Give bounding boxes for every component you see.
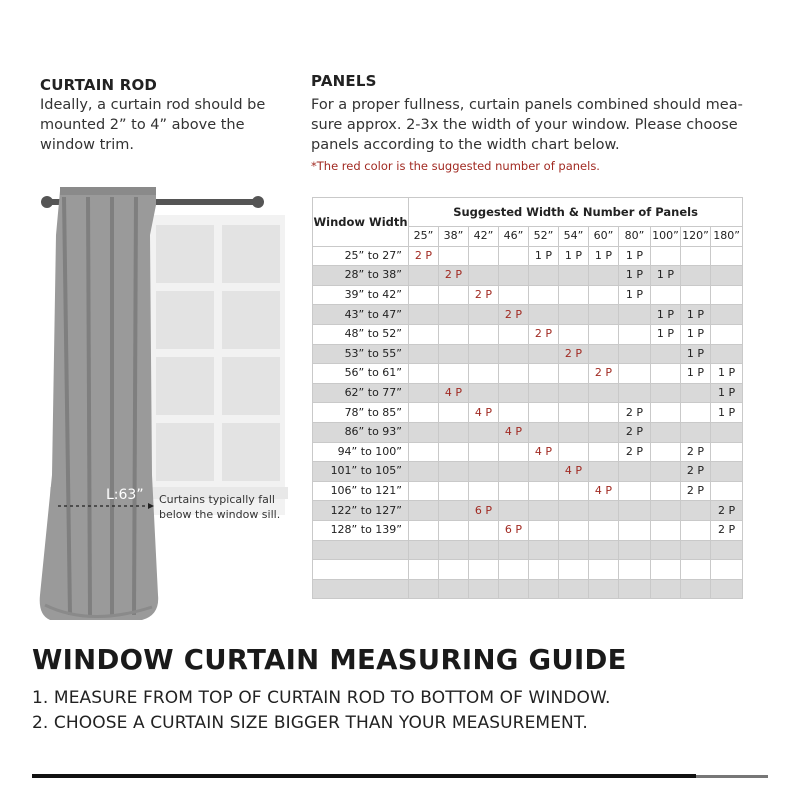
panel-count-cell bbox=[681, 266, 711, 286]
empty-cell bbox=[313, 579, 409, 599]
panel-count-cell bbox=[559, 364, 589, 384]
panels-heading: PANELS bbox=[311, 72, 377, 90]
panel-count-cell: 6 P bbox=[469, 501, 499, 521]
panel-count-cell bbox=[559, 305, 589, 325]
panel-count-cell bbox=[529, 422, 559, 442]
panel-count-cell bbox=[619, 383, 651, 403]
table-row bbox=[313, 403, 743, 423]
panel-count-cell: 1 P bbox=[711, 403, 743, 423]
panel-count-cell bbox=[589, 324, 619, 344]
panel-count-cell bbox=[711, 481, 743, 501]
table-row bbox=[313, 442, 743, 462]
panel-count-cell bbox=[651, 246, 681, 266]
window-width-cell: 25” to 27” bbox=[313, 246, 409, 266]
panel-count-cell bbox=[619, 364, 651, 384]
curtain-caption-line-1: Curtains typically fall bbox=[159, 493, 275, 506]
window-width-cell: 43” to 47” bbox=[313, 305, 409, 325]
window-width-cell: 28” to 38” bbox=[313, 266, 409, 286]
panel-count-cell bbox=[499, 481, 529, 501]
panel-count-cell bbox=[439, 403, 469, 423]
panel-count-cell bbox=[651, 481, 681, 501]
panel-count-cell bbox=[529, 305, 559, 325]
panel-count-cell bbox=[711, 246, 743, 266]
panel-count-cell bbox=[619, 462, 651, 482]
panel-count-cell bbox=[559, 285, 589, 305]
panel-count-cell bbox=[469, 442, 499, 462]
window-width-cell: 78” to 85” bbox=[313, 403, 409, 423]
panel-count-cell bbox=[469, 305, 499, 325]
empty-cell bbox=[711, 540, 743, 560]
panel-count-cell: 1 P bbox=[589, 246, 619, 266]
length-label: L:63” bbox=[106, 487, 144, 503]
table-row bbox=[313, 422, 743, 442]
panel-count-cell bbox=[439, 344, 469, 364]
empty-cell bbox=[559, 540, 589, 560]
panel-count-cell bbox=[469, 520, 499, 540]
table-row bbox=[313, 501, 743, 521]
panel-count-cell bbox=[589, 462, 619, 482]
panel-count-cell bbox=[409, 364, 439, 384]
panel-count-cell bbox=[559, 403, 589, 423]
panel-count-cell bbox=[589, 383, 619, 403]
panel-count-cell: 2 P bbox=[559, 344, 589, 364]
panel-count-cell bbox=[651, 422, 681, 442]
panel-count-cell bbox=[469, 344, 499, 364]
empty-cell bbox=[439, 579, 469, 599]
panel-count-cell: 1 P bbox=[619, 246, 651, 266]
width-header-cell: 42” bbox=[469, 227, 499, 247]
panel-count-cell bbox=[409, 285, 439, 305]
panel-count-cell bbox=[651, 501, 681, 521]
empty-cell bbox=[439, 560, 469, 580]
empty-table-row bbox=[313, 560, 743, 580]
window-width-cell: 128” to 139” bbox=[313, 520, 409, 540]
window-width-cell: 94” to 100” bbox=[313, 442, 409, 462]
panel-count-cell bbox=[711, 305, 743, 325]
panel-count-cell bbox=[589, 520, 619, 540]
curtain-rod-line-2: mounted 2” to 4” above the bbox=[40, 117, 245, 133]
window-width-cell: 39” to 42” bbox=[313, 285, 409, 305]
panel-count-cell: 2 P bbox=[409, 246, 439, 266]
panel-count-cell bbox=[409, 324, 439, 344]
panel-count-cell bbox=[439, 305, 469, 325]
panel-count-cell bbox=[559, 383, 589, 403]
panel-count-cell bbox=[469, 422, 499, 442]
bottom-divider bbox=[32, 774, 696, 778]
panel-count-cell: 2 P bbox=[681, 442, 711, 462]
panel-count-cell bbox=[409, 481, 439, 501]
panel-count-cell: 1 P bbox=[681, 344, 711, 364]
panel-count-cell bbox=[409, 462, 439, 482]
panel-count-cell bbox=[681, 422, 711, 442]
panel-count-cell bbox=[529, 285, 559, 305]
panel-count-cell bbox=[529, 364, 559, 384]
panel-count-cell: 2 P bbox=[711, 501, 743, 521]
panel-count-cell: 1 P bbox=[651, 266, 681, 286]
panel-count-cell bbox=[409, 422, 439, 442]
panel-count-cell: 1 P bbox=[681, 324, 711, 344]
panel-count-cell bbox=[619, 344, 651, 364]
empty-cell bbox=[711, 560, 743, 580]
panel-count-cell bbox=[711, 344, 743, 364]
empty-cell bbox=[681, 540, 711, 560]
panel-count-cell: 1 P bbox=[529, 246, 559, 266]
empty-cell bbox=[681, 560, 711, 580]
empty-cell bbox=[589, 560, 619, 580]
panel-count-cell bbox=[439, 462, 469, 482]
curtain-panel-illustration bbox=[40, 187, 158, 620]
panel-count-cell bbox=[589, 422, 619, 442]
window-width-cell: 56” to 61” bbox=[313, 364, 409, 384]
empty-cell bbox=[409, 540, 439, 560]
window-width-header: Window Width bbox=[313, 198, 409, 247]
empty-cell bbox=[529, 579, 559, 599]
panel-count-cell bbox=[681, 501, 711, 521]
table-row bbox=[313, 246, 743, 266]
panel-count-cell bbox=[529, 462, 559, 482]
curtain-rod-line-3: window trim. bbox=[40, 137, 135, 153]
curtain-fall-caption bbox=[159, 492, 280, 522]
panel-count-cell bbox=[619, 324, 651, 344]
empty-cell bbox=[651, 540, 681, 560]
panel-count-cell bbox=[499, 246, 529, 266]
width-header-cell: 180” bbox=[711, 227, 743, 247]
empty-cell bbox=[651, 579, 681, 599]
panel-count-cell bbox=[681, 383, 711, 403]
empty-cell bbox=[499, 540, 529, 560]
width-header-cell: 46” bbox=[499, 227, 529, 247]
panel-count-cell bbox=[499, 442, 529, 462]
empty-cell bbox=[409, 579, 439, 599]
panel-count-cell bbox=[589, 344, 619, 364]
panel-count-cell bbox=[439, 285, 469, 305]
panel-count-cell bbox=[439, 442, 469, 462]
empty-cell bbox=[439, 540, 469, 560]
panel-count-cell bbox=[589, 266, 619, 286]
panel-count-cell bbox=[409, 266, 439, 286]
panel-count-cell bbox=[619, 501, 651, 521]
curtain-rod-heading: CURTAIN ROD bbox=[40, 76, 158, 94]
panel-count-cell bbox=[529, 481, 559, 501]
empty-cell bbox=[529, 540, 559, 560]
panel-count-cell bbox=[651, 364, 681, 384]
panel-count-cell bbox=[409, 344, 439, 364]
table-row bbox=[313, 266, 743, 286]
panel-count-cell: 1 P bbox=[619, 266, 651, 286]
width-header-cell: 25” bbox=[409, 227, 439, 247]
panel-size-table bbox=[312, 197, 743, 599]
panel-count-cell: 1 P bbox=[559, 246, 589, 266]
table-row bbox=[313, 285, 743, 305]
panel-count-cell bbox=[711, 285, 743, 305]
panel-count-cell bbox=[469, 246, 499, 266]
empty-cell bbox=[469, 540, 499, 560]
panel-count-cell bbox=[651, 442, 681, 462]
panel-count-cell bbox=[711, 442, 743, 462]
panel-count-cell: 2 P bbox=[499, 305, 529, 325]
panel-count-cell bbox=[409, 501, 439, 521]
panel-count-cell bbox=[589, 285, 619, 305]
guide-title: WINDOW CURTAIN MEASURING GUIDE bbox=[32, 644, 627, 676]
window-width-cell: 106” to 121” bbox=[313, 481, 409, 501]
table-row bbox=[313, 305, 743, 325]
empty-cell bbox=[499, 560, 529, 580]
panel-count-cell: 4 P bbox=[469, 403, 499, 423]
panel-count-cell bbox=[681, 246, 711, 266]
panel-count-cell: 4 P bbox=[499, 422, 529, 442]
panel-count-cell bbox=[439, 324, 469, 344]
panel-count-cell: 2 P bbox=[469, 285, 499, 305]
panel-count-cell bbox=[529, 383, 559, 403]
table-row bbox=[313, 481, 743, 501]
table-row bbox=[313, 462, 743, 482]
panel-count-cell bbox=[589, 501, 619, 521]
panel-count-cell: 2 P bbox=[589, 364, 619, 384]
curtain-illustration bbox=[30, 175, 300, 630]
panel-count-cell bbox=[499, 383, 529, 403]
panel-count-cell bbox=[619, 305, 651, 325]
empty-cell bbox=[619, 560, 651, 580]
panel-count-cell bbox=[409, 442, 439, 462]
panel-count-cell bbox=[681, 403, 711, 423]
panel-count-cell bbox=[529, 520, 559, 540]
empty-cell bbox=[313, 540, 409, 560]
panel-count-cell: 2 P bbox=[619, 422, 651, 442]
panel-count-cell: 1 P bbox=[681, 305, 711, 325]
empty-cell bbox=[589, 540, 619, 560]
curtain-rod-description bbox=[40, 95, 265, 155]
suggested-width-header: Suggested Width & Number of Panels bbox=[409, 198, 743, 227]
empty-cell bbox=[651, 560, 681, 580]
panel-count-cell bbox=[469, 462, 499, 482]
panel-count-cell bbox=[499, 462, 529, 482]
empty-cell bbox=[499, 579, 529, 599]
empty-cell bbox=[619, 579, 651, 599]
panel-count-cell bbox=[499, 403, 529, 423]
panel-count-cell bbox=[499, 364, 529, 384]
panel-count-cell: 2 P bbox=[619, 403, 651, 423]
panel-count-cell bbox=[651, 403, 681, 423]
guide-step-2: 2. CHOOSE A CURTAIN SIZE BIGGER THAN YOUR MEASUREMENT. bbox=[32, 713, 588, 733]
panel-count-cell bbox=[651, 383, 681, 403]
panel-count-cell bbox=[409, 520, 439, 540]
empty-cell bbox=[529, 560, 559, 580]
panel-count-cell bbox=[439, 246, 469, 266]
panel-count-cell: 4 P bbox=[589, 481, 619, 501]
panel-count-cell bbox=[499, 344, 529, 364]
panel-count-cell: 1 P bbox=[651, 324, 681, 344]
empty-cell bbox=[559, 560, 589, 580]
panel-count-cell: 2 P bbox=[439, 266, 469, 286]
panel-count-cell bbox=[681, 520, 711, 540]
table-body bbox=[313, 246, 743, 599]
panel-count-cell bbox=[559, 520, 589, 540]
panel-count-cell bbox=[559, 266, 589, 286]
panel-count-cell bbox=[651, 520, 681, 540]
panel-count-cell bbox=[711, 324, 743, 344]
panel-count-cell bbox=[469, 383, 499, 403]
panel-count-cell bbox=[651, 344, 681, 364]
panel-count-cell bbox=[681, 285, 711, 305]
empty-table-row bbox=[313, 540, 743, 560]
panel-count-cell bbox=[439, 422, 469, 442]
panel-count-cell bbox=[409, 383, 439, 403]
panel-count-cell bbox=[469, 266, 499, 286]
panel-count-cell bbox=[559, 442, 589, 462]
panels-line-3: panels according to the width chart below. bbox=[311, 137, 620, 153]
width-header-cell: 80” bbox=[619, 227, 651, 247]
width-header-cell: 54” bbox=[559, 227, 589, 247]
panel-count-cell bbox=[559, 324, 589, 344]
panel-count-cell bbox=[499, 266, 529, 286]
panel-count-cell: 4 P bbox=[529, 442, 559, 462]
panel-count-cell bbox=[559, 422, 589, 442]
panel-count-cell: 2 P bbox=[619, 442, 651, 462]
panel-count-cell bbox=[529, 403, 559, 423]
table-row bbox=[313, 344, 743, 364]
empty-cell bbox=[313, 560, 409, 580]
panel-count-cell bbox=[589, 442, 619, 462]
empty-cell bbox=[681, 579, 711, 599]
panel-count-cell bbox=[529, 501, 559, 521]
panel-count-cell: 2 P bbox=[681, 462, 711, 482]
panel-count-cell bbox=[711, 266, 743, 286]
window-width-cell: 53” to 55” bbox=[313, 344, 409, 364]
empty-cell bbox=[619, 540, 651, 560]
panel-count-cell bbox=[439, 501, 469, 521]
window-width-cell: 62” to 77” bbox=[313, 383, 409, 403]
panel-count-cell bbox=[589, 305, 619, 325]
panel-count-cell bbox=[469, 481, 499, 501]
panel-count-cell bbox=[439, 520, 469, 540]
empty-cell bbox=[711, 579, 743, 599]
panel-count-cell bbox=[529, 344, 559, 364]
panel-count-cell bbox=[499, 324, 529, 344]
panel-count-cell bbox=[619, 520, 651, 540]
panel-count-cell bbox=[711, 422, 743, 442]
guide-step-1: 1. MEASURE FROM TOP OF CURTAIN ROD TO BOTTOM OF WINDOW. bbox=[32, 688, 611, 708]
width-header-cell: 38” bbox=[439, 227, 469, 247]
width-header-cell: 120” bbox=[681, 227, 711, 247]
width-header-cell: 100” bbox=[651, 227, 681, 247]
panel-count-cell: 2 P bbox=[529, 324, 559, 344]
panels-line-2: sure approx. 2-3x the width of your window. Please choose bbox=[311, 117, 738, 133]
panel-count-cell bbox=[559, 481, 589, 501]
panel-count-cell: 1 P bbox=[711, 364, 743, 384]
window-width-cell: 48” to 52” bbox=[313, 324, 409, 344]
width-header-cell: 60” bbox=[589, 227, 619, 247]
panel-count-cell bbox=[439, 481, 469, 501]
panel-count-cell bbox=[651, 462, 681, 482]
panel-count-cell: 1 P bbox=[711, 383, 743, 403]
empty-cell bbox=[469, 579, 499, 599]
empty-cell bbox=[469, 560, 499, 580]
panel-count-cell bbox=[469, 364, 499, 384]
empty-cell bbox=[559, 579, 589, 599]
empty-cell bbox=[409, 560, 439, 580]
panel-count-cell: 2 P bbox=[681, 481, 711, 501]
panel-count-cell: 4 P bbox=[439, 383, 469, 403]
table-row bbox=[313, 324, 743, 344]
window-width-cell: 86” to 93” bbox=[313, 422, 409, 442]
panel-count-cell bbox=[439, 364, 469, 384]
panel-count-cell bbox=[651, 285, 681, 305]
panel-count-cell: 1 P bbox=[681, 364, 711, 384]
bottom-divider-accent bbox=[696, 775, 768, 778]
table-row bbox=[313, 383, 743, 403]
panel-count-cell bbox=[409, 403, 439, 423]
panels-description bbox=[311, 95, 743, 155]
panel-count-cell bbox=[559, 501, 589, 521]
width-header-cell: 52” bbox=[529, 227, 559, 247]
table-row bbox=[313, 364, 743, 384]
empty-cell bbox=[589, 579, 619, 599]
panel-count-cell: 1 P bbox=[619, 285, 651, 305]
panel-count-cell bbox=[499, 501, 529, 521]
panel-count-cell bbox=[409, 305, 439, 325]
panel-count-cell bbox=[499, 285, 529, 305]
panels-line-1: For a proper fullness, curtain panels combined should mea- bbox=[311, 97, 743, 113]
panel-count-cell bbox=[589, 403, 619, 423]
table-row bbox=[313, 520, 743, 540]
panel-count-cell: 6 P bbox=[499, 520, 529, 540]
window-width-cell: 101” to 105” bbox=[313, 462, 409, 482]
panel-count-cell: 1 P bbox=[651, 305, 681, 325]
panel-count-cell: 2 P bbox=[711, 520, 743, 540]
panel-count-cell bbox=[619, 481, 651, 501]
panel-count-cell bbox=[711, 462, 743, 482]
panel-count-cell bbox=[529, 266, 559, 286]
empty-table-row bbox=[313, 579, 743, 599]
panel-count-cell bbox=[469, 324, 499, 344]
panel-count-cell: 4 P bbox=[559, 462, 589, 482]
curtain-caption-line-2: below the window sill. bbox=[159, 508, 281, 521]
window-width-cell: 122” to 127” bbox=[313, 501, 409, 521]
curtain-rod-line-1: Ideally, a curtain rod should be bbox=[40, 97, 266, 113]
panels-red-note: *The red color is the suggested number of panels. bbox=[311, 159, 600, 173]
